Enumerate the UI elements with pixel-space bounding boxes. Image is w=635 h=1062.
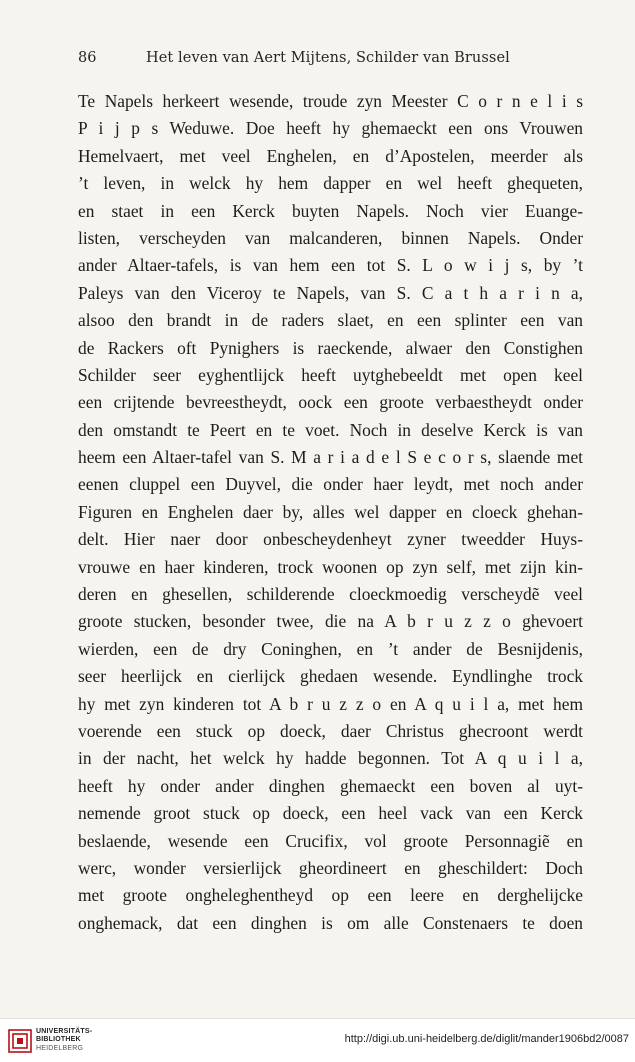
footer-bar [0,1018,635,1062]
institution-line: UNIVERSITÄTS- [36,1028,93,1035]
text-line: eenen cluppel een Duyvel, die onder haer leydt, met noch ander [78,474,583,495]
institution-name [36,1028,92,1053]
text-line: deren en ghesellen, schilderende cloeckmoedig verscheydẽ veel [78,584,583,605]
text-line: de Rackers oft Pynighers is raeckende, alwaer den Constighen [78,337,583,358]
text-line: in der nacht, het welck hy hadde begonnen. Tot A q u i l a, [78,748,583,769]
source-url-link[interactable]: http://digi.ub.uni-heidelberg.de/diglit/mander1906bd2/0087 [344,1033,629,1045]
library-logo-icon [8,1029,32,1053]
text-line: ’t leven, in welck hy hem dapper en wel heeft ghequeten, [78,173,583,194]
page-number: 86 [78,50,97,66]
text-line: Hemelvaert, met veel Enghelen, en d’Apostelen, meerder als [78,145,583,166]
text-line: onghemack, dat een dinghen is om alle Constenaers te doen [78,912,583,933]
text-line: listen, verscheyden van malcanderen, binnen Napels. Onder [78,227,583,248]
text-line: een crijtende bevreestheydt, oock een groote verbaestheydt onder [78,392,583,413]
text-line: heeft hy onder ander dinghen ghemaeckt een boven al uyt- [78,775,583,796]
text-line: wierden, een de dry Coninghen, en ’t ander de Besnijdenis, [78,638,583,659]
text-line: seer heerlijck en cierlijck ghedaen wesende. Eyndlinghe trock [78,666,583,687]
text-line: den omstandt te Peert en te voet. Noch in deselve Kerck is van [78,419,583,440]
body-text [78,88,583,937]
text-line: met groote ongheleghentheyd op een leere en derghelijcke [78,885,583,906]
institution-line: BIBLIOTHEK [36,1036,81,1044]
institution-line: HEIDELBERG [36,1044,84,1052]
text-line: vrouwe en haer kinderen, trock woonen op zyn self, met zijn kin- [78,556,583,577]
text-line: Paleys van den Viceroy te Napels, van S. C a t h a r i n a, [78,282,583,303]
text-line: en staet in een Kerck buyten Napels. Noch vier Euange- [78,200,583,221]
text-line: groote stucken, besonder twee, die na A b r u z z o ghevoert [78,611,583,632]
text-line: Schilder seer eyghentlijck heeft uytghebeeldt met open keel [78,364,583,385]
text-line: P i j p s Weduwe. Doe heeft hy ghemaeckt een ons Vrouwen [78,118,583,139]
text-line: heem een Altaer-tafel van S. M a r i a d e l S e c o r s, slaende met [78,447,583,468]
text-line: delt. Hier naer door onbescheydenheyt zyner tweedder Huys- [78,529,583,550]
text-line: alsoo den brandt in de raders slaet, en een splinter een van [78,310,583,331]
text-line: Figuren en Enghelen daer by, alles wel dapper en cloeck ghehan- [78,501,583,522]
text-line: Te Napels herkeert wesende, troude zyn Meester C o r n e l i s [78,91,583,111]
text-line: hy met zyn kinderen tot A b r u z z o en A q u i l a, met hem [78,693,583,714]
text-line: nemende groot stuck op doeck, een heel vack van een Kerck [78,803,583,824]
text-line: beslaende, wesende een Crucifix, vol groote Personnagiẽ en [78,830,583,851]
page-header [78,50,583,72]
text-line: voerende een stuck op doeck, daer Christus ghecroont werdt [78,720,583,741]
running-title: Het leven van Aert Mijtens, Schilder van Brussel [146,50,510,66]
text-line: werc, wonder versierlijck gheordineert en gheschildert: Doch [78,857,583,878]
text-line: ander Altaer-tafels, is van hem een tot S. L o w i j s, by ’t [78,255,583,276]
